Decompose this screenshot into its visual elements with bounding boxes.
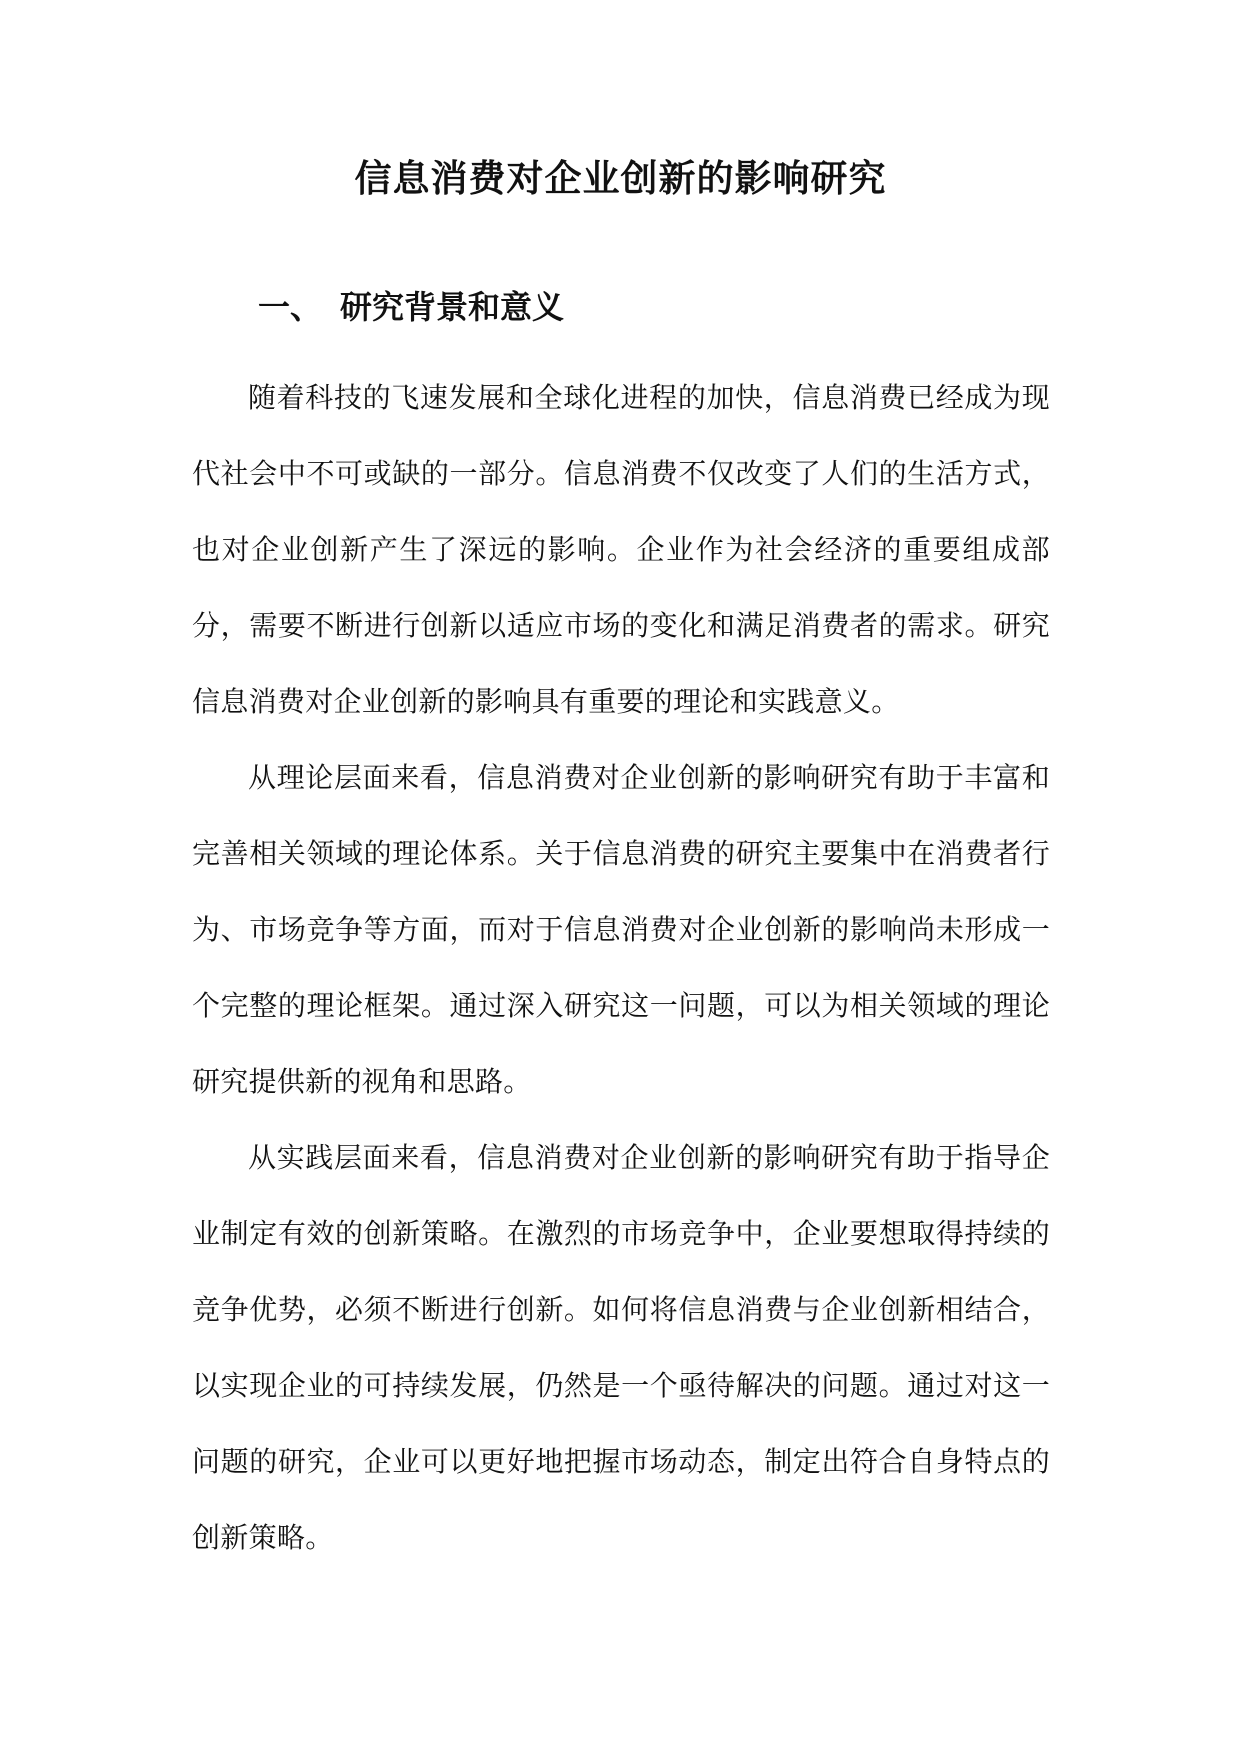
paragraph-3: 从实践层面来看，信息消费对企业创新的影响研究有助于指导企业制定有效的创新策略。在激烈的市场竞争中，企业要想取得持续的竞争优势，必须不断进行创新。如何将信息消费与企业创新相结合，以实现企业的可持续发展，仍然是一个亟待解决的问题。通过对这一问题的研究，企业可以更好地把握市场动态，制定出符合自身特点的创新策略。 (192, 1141, 1050, 1554)
document-title: 信息消费对企业创新的影响研究 (354, 156, 887, 200)
paragraph-1: 随着科技的飞速发展和全球化进程的加快，信息消费已经成为现代社会中不可或缺的一部分。信息消费不仅改变了人们的生活方式，也对企业创新产生了深远的影响。企业作为社会经济的重要组成部分，需要不断进行创新以适应市场的变化和满足消费者的需求。研究信息消费对企业创新的影响具有重要的理论和实践意义。 (192, 381, 1050, 718)
paragraph-2: 从理论层面来看，信息消费对企业创新的影响研究有助于丰富和完善相关领域的理论体系。关于信息消费的研究主要集中在消费者行为、市场竞争等方面，而对于信息消费对企业创新的影响尚未形成一个完整的理论框架。通过深入研究这一问题，可以为相关领域的理论研究提供新的视角和思路。 (192, 761, 1050, 1098)
body-text (192, 360, 1050, 1576)
section-heading (258, 282, 564, 332)
section-number: 一、 (258, 288, 323, 326)
section-title: 研究背景和意义 (340, 288, 565, 326)
